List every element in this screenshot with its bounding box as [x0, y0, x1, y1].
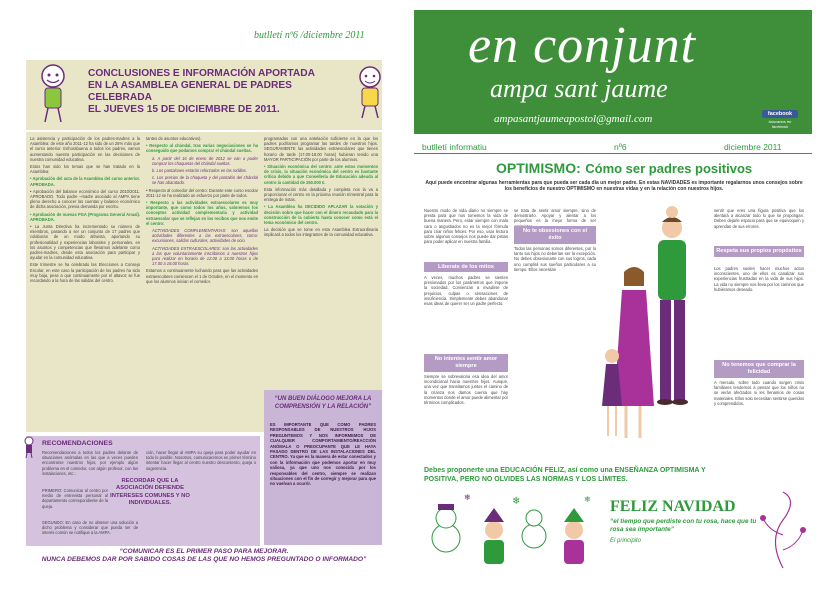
left-col1 [30, 136, 140, 285]
left-title [88, 68, 348, 116]
small-figure-icon [22, 436, 36, 458]
left-header: butlletí nº6 /diciembre 2011 [254, 30, 365, 41]
recordar-text: RECORDAR QUE LA ASOCIACIÓN DEFIENDE INTERESES COMUNES Y NO INDIVIDUALES. [110, 478, 190, 507]
svg-text:❄: ❄ [464, 493, 471, 502]
feliz-author: El principito [610, 538, 642, 544]
recomendaciones-col2: ción, hacer llegar al AMPA su queja para poder ayudar en todo lo posible. Nosotros, comunicaremos en primer término intentar hacer llegar al centro nuestro descontento, queja o sugerencia. [146, 450, 256, 471]
col2-p3: a. A partir del 16 de enero de 2012 se van a poder comprar los chaquetas del chándal sueltas. [152, 155, 258, 166]
box3-text: Todos las personas somos diferentes, por lo tanto tus hijos no deberían ser la excepción. No debes obsesionarte con sus logros, cada uno cumplirá sus sueños particulares a su tiempo. Ellos necesitan [514, 246, 596, 272]
primero-text: PRIMERO: Comunicar al centro por medio de entrevista personal al departamento correspondiente de la queja. [42, 488, 108, 509]
col2-p5: c. Los precios de la chaqueta y del pantalón del chándal se han abaratado. [152, 175, 258, 186]
svg-text:❄: ❄ [512, 496, 521, 507]
article-col2-text: se trata de sentir amor siempre, sino de demostrarlo. Apoyar y alentar a los pequeños es la mejor forma de ser [514, 208, 596, 224]
closing-statement: Debes proponerte una EDUCACIÓN FELIZ, así como una ENSEÑANZA OPTIMISMA Y POSITIVA, PERO NO OLVIDES LAS NORMAS Y LOS LÍMITES. [424, 467, 706, 483]
masthead-email[interactable]: ampasantjaumeapostol@gmail.com [494, 113, 653, 125]
box5-title: No tenemos que comprar la felicidad [714, 360, 804, 378]
box2-title: No intentes sentir amor siempre [424, 354, 508, 372]
col1-p7: Este trimestre se ha celebrado las Elecciones a Consejo Escolar, en este caso la participación de los padres ha sido muy baja, pese a que continuamente por el altavoz se fue recordando a la hora de las salidas del centro. [30, 262, 140, 284]
left-col3 [264, 136, 378, 240]
box4-title: Respeta sus propios propósitos [714, 246, 804, 257]
col2-p1: tantes de asuntos educativos). [146, 136, 202, 141]
box1-title: Liberate de los mitos [424, 262, 508, 272]
masthead-subtitle: ampa sant jaume [490, 74, 668, 103]
title-line3: EL JUEVES 15 DE DICIEMBRE DE 2011. [88, 104, 280, 115]
col3-p4: • La Asamblea ha DECIDIDO APLAZAR la votación y decisión sobre que hacer con el dinero recaudado para la construcción de la cubierta hasta conocer como está el tema económico del centro. [264, 204, 378, 226]
col2-p7: • Respecto a las actividades extraescolares es muy importante, que como todos los años, valoremos los conceptos actividad complementaria y actividad extraescolar que se reflejan en los recibos que nos emite el centro: [146, 200, 258, 226]
col1-p1: La asistencia y participación de los padres-madres a la Asamblea: de este año 2011-12 ha sido de un 25% más que el curso anterior. Enhorabuena a todos los padres, vamos aumentando nuestra participación en las decisiones de nuestra comunidad educativa. [30, 136, 140, 162]
left-page [4, 20, 402, 582]
col1-p6: • La Junta Directiva ha incrementado su número de miembros, pasando a ser un conjunto de 17 padres que colaboran de un modo altruista, aportando su profesionalidad y experiencias laborales y personales, en los asuntos y competencias que llevamos adelante como padres-madres, desde esta asociación para participar y ayudar en la comunidad educativa. [30, 224, 140, 261]
masthead-title: en conjunt [468, 17, 697, 74]
article-subtitle: Cómo ser padres positivos [585, 161, 753, 176]
col3-p3: Esta información más detallada y completa nos la va a proporcionar el centro en la próxima reunión trimestral para la entrega de notas. [264, 186, 378, 203]
article-heading [496, 160, 752, 178]
family-illustration [600, 206, 712, 468]
article-col1-text: Nuestro modo de vida diario no siempre se presta para que nos tomemos la vida de buena manera. Pero, estar siempre con mala cara o angustiados no es la mejor fórmula para criar niños felices. Por eso, usar lectura sobre algunos consejos nos puede dar pistas para poder aplicar en nuestra familia. [424, 208, 508, 245]
col1-p3: • Aprobación del acta de la Asamblea del curso anterior. APROBADA. [30, 176, 140, 187]
col2-p6: • Respecto al comedor del centro: Durante este curso escolar 2011-12 se ha realizado un esfuerzo por parte de todos. [146, 187, 258, 198]
box3-title: No te obsesiones con el éxito [514, 226, 596, 244]
footer-line2: NUNCA DEBEMOS DAR POR SABIDO COSAS DE LAS QUE NO HEMOS PREGUNTADO O INFORMADO” [41, 556, 367, 563]
svg-text:❄: ❄ [584, 495, 591, 504]
recomendaciones-text: Recomendaciones a todos los padres delante de situaciones anómalas en las que a veces pueden encontrarse nuestros hijos, por ejemplo algún problema en el comedor, con algún profesor, con las instalaciones, etc.: [42, 450, 138, 476]
info-left: butlletí informatiu [422, 142, 487, 152]
title-line1: CONCLUSIONES E INFORMACIÓN APORTADA [88, 68, 315, 79]
article-intro: Aquí puede encontrar algunas herramientas para que pueda ser cada día un mejor padre. En estas NAVIDADES es importante regalarnos unos consejos sobre los beneficios de nuestro OPTIMISMO en nuestras vidas y en la relación con nuestros hijos. [425, 180, 803, 193]
cartoon-figure-icon [34, 62, 72, 124]
quote-body: ES IMPORTANTE QUE COMO PADRES RESPONSABLES DE NUESTROS HIJOS PREGUNTEMOS Y NOS INFORMEMOS DE CUALQUIER COMPORTAMIENTO/REACCIÓN ANÓMALA O PREOCUPANTE QUE LE HAYA PASADO DENTRO DE LAS INSTALACIONES DEL CENTRO. Ya que es la manera de estar conectados y con la información que podemos aportar en muy valiosa, ya que uno nos conocida por los responsables del centro, siempre se realizan situaciones con el fin de corregir y mejorar para que no vuelvan a ocurrir. [270, 422, 376, 487]
info-num: nº6 [614, 142, 627, 152]
col3-p2: • Situación económica del centro: ante estos momentos de crisis, la situación económica del centro es bastante crítica debido a que Consellería de Educación adeuda al centro la cantidad de 250.000 €. [264, 164, 378, 185]
footer-line1: “COMUNICAR ES EL PRIMER PASO PARA MEJORAR. [119, 548, 289, 555]
facebook-badge[interactable] [762, 110, 798, 129]
col1-p4: • Aprobación del balance económico del curso 2010/2011. APROBADO. Todo padre –madre asociado al AMPA tiene pleno derecho a conocer las cuentas y balance económico de dicha asociación, previa demanda por escrito. [30, 188, 140, 210]
feliz-quote: “el tiempo que perdiste con tu rosa, hace que tu rosa sea importante” [610, 518, 757, 533]
recomendaciones-title: RECOMENDACIONES [42, 440, 113, 447]
right-page [414, 17, 812, 582]
facebook-label: facebook [762, 110, 798, 118]
cartoon-figure-right-icon [352, 64, 388, 120]
christmas-illustration [424, 490, 604, 572]
col3-p1: programadas con una antelación suficiente en la que los padres podríamos programar las tardes de nuestros hijos. SEGURAMENTE las actividades extraescolares que tienen horario de tarde (17.00-18.00 horas) hubieran tenido una MAYOR PARTICIPACIÓN por parte de los alumnos. [264, 136, 378, 162]
article-title: OPTIMISMO: [496, 160, 581, 176]
info-date: diciembre 2011 [724, 142, 782, 152]
article-col4-text: sentir que eres una figura positiva que los alentará a alcanzar todo lo que se propongan. Deben dejarle espacio para que se equivoquen y aprendan de sus errores. [714, 208, 804, 229]
col2-p4: b. Los pantalones estarán reforzados en las rodillas. [152, 168, 247, 174]
left-col2 [146, 136, 258, 286]
ornament-icon [758, 490, 808, 570]
col1-p2: Estos han sido los temas que se han tratado en la Asamblea: [30, 164, 140, 175]
col2-p2: • Respecto al chándal, tras varias negociaciones se ha conseguido que podamos comprar el chándal sueltas. [146, 143, 258, 154]
feliz-title: FELIZ NAVIDAD [610, 498, 736, 515]
info-bar [414, 140, 812, 154]
box1-text: A veces, muchos padres se sienten presionados por los parámetros que impone la sociedad. Comienzan a invadirse de prejuicios, culpas o sensaciones de insuficiencia. Simplemente debes abandonar esas ideas de querer ser un padre perfecto. [424, 275, 508, 307]
col2-p10: Estamos a continuamente luchando para que las actividades extraescolares comiencen el 1 de Octubre, en el momento en que los alumnos inician el comedor. [146, 268, 258, 284]
col3-p5: La decisión que se tome en esta Asamblea Extraordinaria implicará a todos los integrantes de la comunidad educativa. [264, 227, 378, 238]
quote-title: “UN BUEN DIÁLOGO MEJORA LA COMPRENSIÓN Y LA RELACIÓN” [274, 396, 372, 410]
left-footer [26, 548, 382, 564]
segundo-text: SEGUNDO: En caso de no obtener una solución a dicho problema y considerar que pueda ser de interés común se notifique a la AMPA. [42, 520, 138, 536]
box4-text: Los padres suelen hacer muchos actos inconscientes, uno de ellos es canalizar sus experiencias frustradas en la vida de sus hijos. La vida no siempre nos lleva por los caminos que hubiéramos deseado. [714, 266, 804, 292]
col2-p8: ACTIVIDADES COMPLEMENTARIAS: son aquellas actividades diferentes a las extraescolares, como: excursiones, salidas culturales, actividades de ocio. [152, 228, 258, 244]
title-line2: EN LA ASAMBLEA GENERAL DE PADRES CELEBRADA [88, 80, 292, 103]
facebook-sub: búscanos en facebook [768, 119, 792, 129]
box5-text: A menudo, sobre todo cuando surgen crisis familiares tendemos a pensar que los niños no se verán afectados si les llenamos de cosas materiales. Ellos solo necesitan sentirse queridos y comprendidos. [714, 380, 804, 406]
col2-p9: ACTIVIDADES EXTRAESCOLARES: son las actividades a las que voluntariamente inscribimos a nuestros hijos para realizar en horario de 12.00 a 13.00 horas o de 17.00 a 18.00 horas. [152, 245, 258, 267]
col1-p5: • Aprobación de nuevas PGA (Programa General Anual). APROBADA. [30, 211, 140, 222]
box2-text: Siempre se sobrevaloria esa idea del amor incondicional hacia nuestros hijos. Aunque, una vez que transitamos juntos el camino de la crianza nos damos cuenta que hay momentos donde el amor puede alimentar por términos complicados. [424, 374, 508, 406]
